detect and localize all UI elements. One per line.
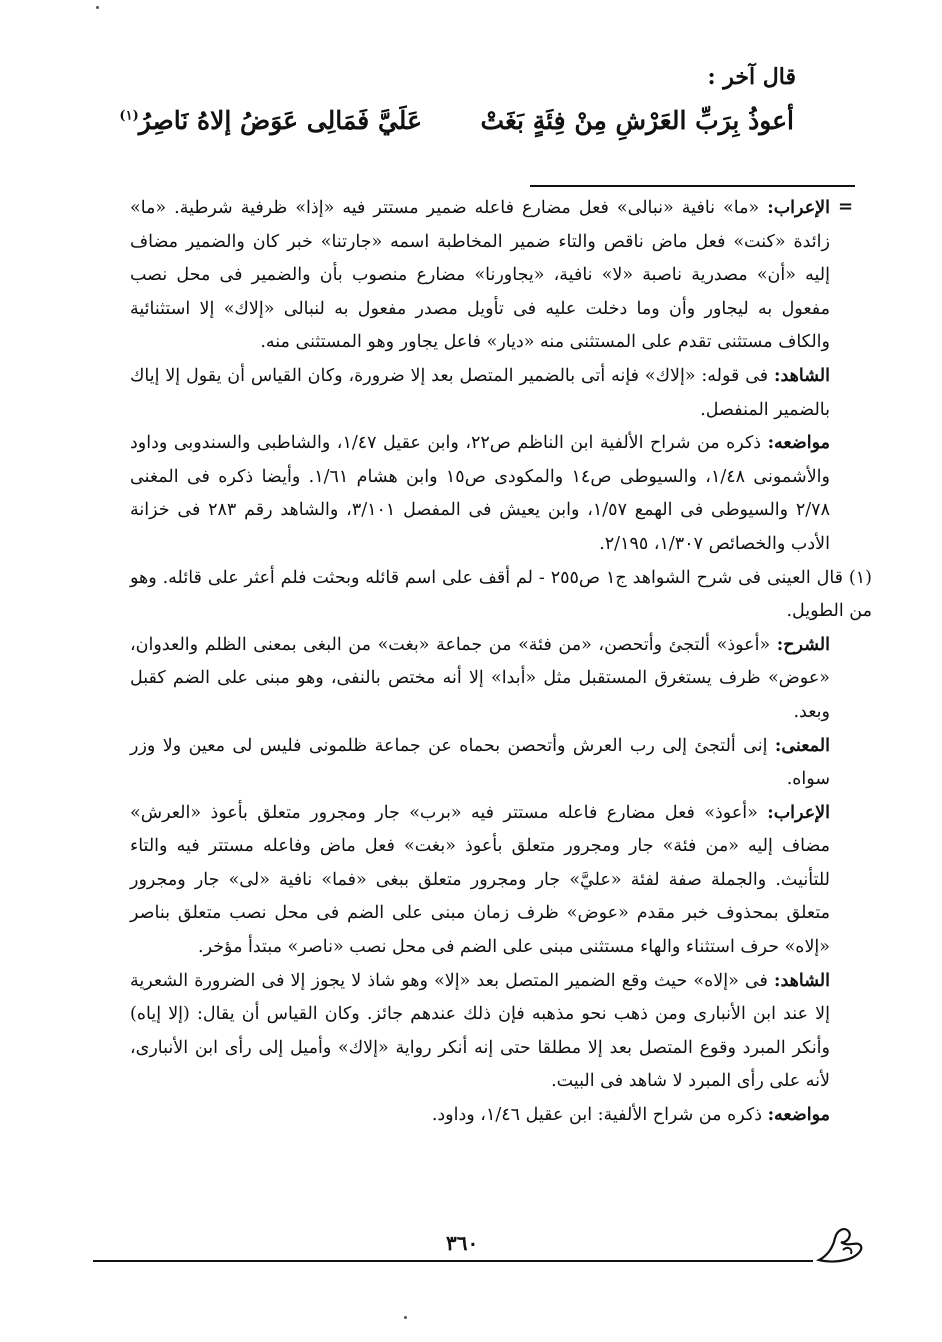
- note-text: إنى ألتجئ إلى رب العرش وأتحصن بحماه عن جماعة ظلمونى فليس لى معين ولا وزر سواه.: [130, 735, 830, 790]
- scan-speck: [96, 6, 99, 9]
- note-text: «أعوذ» ألتجئ وأتحصن، «من فئة» من جماعة «بغت» من البغى بمعنى الظلم والعدوان، «عوض» ظرف يستغرق المستقبل مثل «أبدا» إلا أنه مختص بالنفى، وهو مبنى على الضم كقبل وبعد.: [130, 634, 830, 722]
- note-label: الشاهد:: [773, 365, 830, 386]
- note-text: «أعوذ» فعل مضارع فاعله مستتر فيه «برب» جار ومجرور متعلق بأعوذ «العرش» مضاف إليه «من فئة» جار ومجرور متعلق بأعوذ «بغت» فعل ماض وفاعله مستتر فيه والتاء للتأنيث. والجملة صفة لفئة «عليَّ» جار ومجرور متعلق ببغى «فما» نافية «لى» جار ومجرور متعلق بمحذوف خبر مقدم «عوض» ظرف زمان مبنى على الضم فى محل نصب متعلق بناصر «إلاه» حرف استثناء والهاء مستثنى مبنى على الضم فى محل نصب «ناصر» مبتدأ مؤخر.: [130, 802, 830, 958]
- note-paragraph: [130, 965, 830, 1099]
- note-text: ذكره من شراح الألفية: ابن عقيل ١/٤٦، وداود.: [431, 1105, 768, 1126]
- note-paragraph: [130, 629, 830, 730]
- verse-second-half-text: عَلَيَّ فَمَالِى عَوَضُ إلاهُ نَاصِرُ: [138, 106, 422, 135]
- note-text: (١) قال العينى فى شرح الشواهد ج١ ص٢٥٥ - لم أقف على اسم قائله وبحثت فلم أعثر على قائله. وهو من الطويل.: [130, 567, 872, 622]
- note-text: «ما» نافية «نبالى» فعل مضارع فاعله ضمير مستتر فيه «إذا» ظرفية شرطية. «ما» زائدة «كنت» فعل ماض ناقص والتاء ضمير المخاطبة اسمه «جارتنا» خبر كان والضمير مضاف إليه «أن» مصدرية ناصبة «لا» نافية، «يجاورنا» مضارع منصوب بأن والضمير فى محل نصب مفعول به ليجاور وأن وما دخلت عليه فى تأويل مصدر مفعول به لنبالى «إلاك» إلا استثنائية والكاف مستثنى تقدم على المستثنى منه «ديار» فاعل يجاور وهو المستثنى منه.: [130, 198, 830, 353]
- bottom-rule: [93, 1260, 813, 1262]
- note-paragraph: [130, 1099, 830, 1133]
- intro-line: قال آخر :: [707, 64, 796, 90]
- footnote-separator-rule: [530, 185, 855, 187]
- note-label: الشاهد:: [773, 970, 830, 991]
- note-text: فى قوله: «إلاك» فإنه أتى بالضمير المتصل بعد إلا ضرورة، وكان القياس أن يقول إلا إياك بالضمير المنفصل.: [130, 365, 830, 420]
- note-paragraph: [130, 360, 830, 427]
- signature-flourish: [815, 1218, 867, 1266]
- footnote-paragraph: [130, 562, 872, 629]
- footnote-reference: (١): [119, 108, 139, 124]
- verse-first-hemistich: [480, 106, 794, 135]
- note-label: مواضعه:: [767, 1105, 830, 1126]
- note-label: الإعراب:: [767, 802, 830, 823]
- note-label: الشرح:: [776, 634, 830, 655]
- scan-speck: [404, 1316, 407, 1319]
- verse-second-hemistich: [119, 106, 422, 135]
- note-label: الإعراب:: [767, 198, 830, 218]
- note-paragraph: [130, 427, 830, 561]
- note-text: ذكره من شراح الألفية ابن الناظم ص٢٢، وابن عقيل ١/٤٧، والشاطبى والسندوبى وداود والأشمونى ١/٤٨، والسيوطى ص١٤ والمكودى ص١٥ وابن هشام ١/٦١. وأيضا ذكره فى المغنى ٢/٧٨ والسيوطى فى الهمع ١/٥٧، وابن يعيش فى المفصل ٣/١٠١، والشاهد رقم ٢٨٣ فى خزانة الأدب والخصائص ١/٣٠٧، ٢/١٩٥.: [130, 433, 830, 554]
- verse-first-half-text: أعوذُ بِرَبِّ العَرْشِ مِنْ فِئَةٍ بَغَتْ: [480, 106, 794, 135]
- note-paragraph: [130, 730, 830, 797]
- note-paragraph: [130, 192, 830, 360]
- footnotes-block: [130, 192, 872, 1133]
- note-paragraph: [130, 797, 830, 965]
- note-label: المعنى:: [774, 735, 830, 756]
- page-number: ٣٦٠: [446, 1231, 479, 1255]
- note-label: مواضعه:: [767, 433, 830, 454]
- note-text: فى «إلاه» حيث وقع الضمير المتصل بعد «إلا» وهو شاذ لا يجوز إلا فى الضرورة الشعرية إلا عند ابن الأنبارى ومن ذهب نحو مذهبه فإن ذلك عندهم جائز. وكان القياس أن يقال: (إلا إياه) وأنكر المبرد وقوع المتصل بعد إلا مطلقا حتى إنه أنكر رواية «إلاك» وأميل إلى رأى ابن الأنبارى، لأنه على رأى المبرد لا شاهد فى البيت.: [130, 970, 830, 1092]
- continuation-mark: =: [838, 196, 854, 217]
